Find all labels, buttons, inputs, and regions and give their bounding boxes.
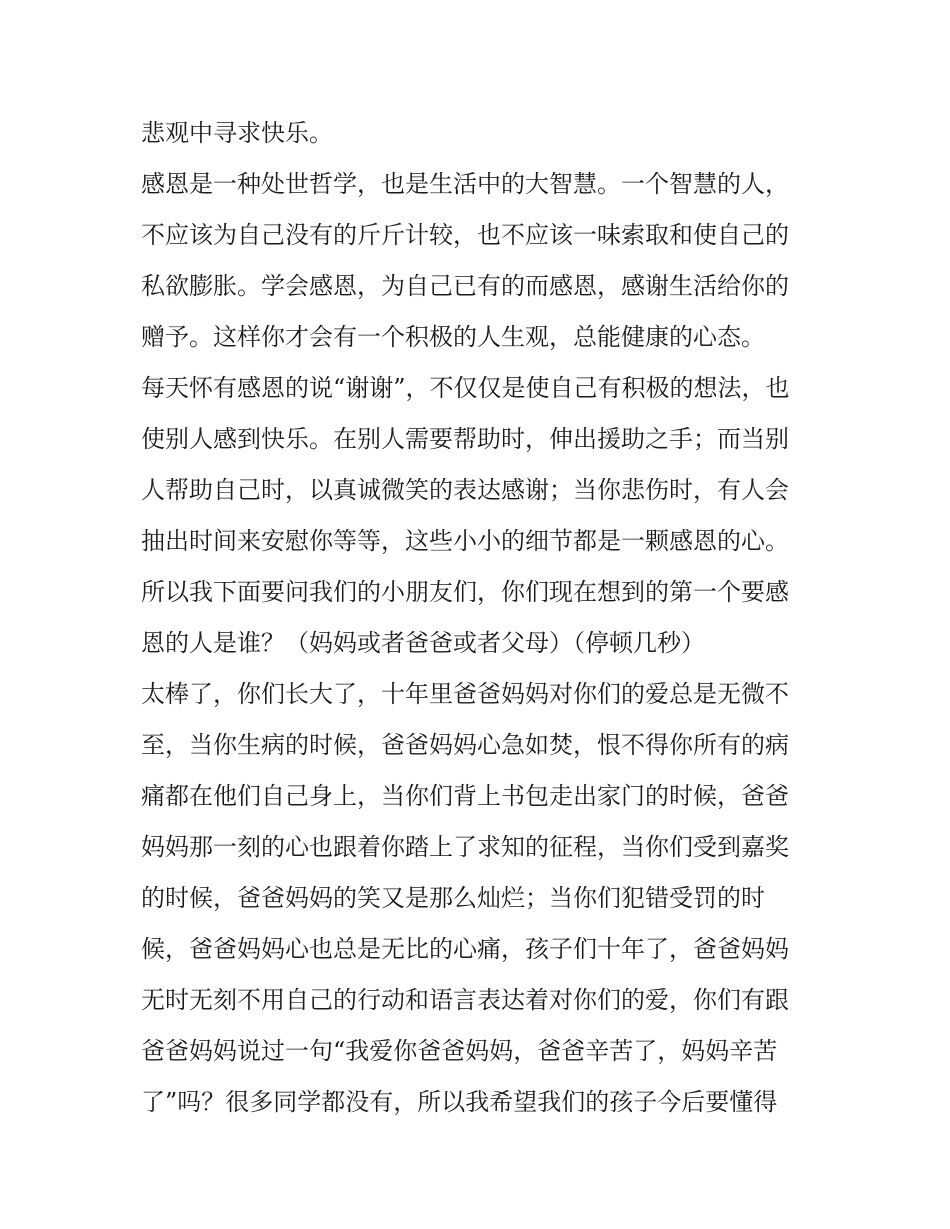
text-line: 人帮助自己时，以真诚微笑的表达感谢；当你悲伤时，有人会 xyxy=(141,476,789,504)
text-line: 所以我下面要问我们的小朋友们，你们现在想到的第一个要感 xyxy=(141,578,789,606)
body-text xyxy=(141,108,821,1128)
text-line: 恩的人是谁？（妈妈或者爸爸或者父母）（停顿几秒） xyxy=(141,629,705,657)
text-line: 私欲膨胀。学会感恩，为自己已有的而感恩，感谢生活给你的 xyxy=(141,272,789,300)
text-line: 使别人感到快乐。在别人需要帮助时，伸出援助之手；而当别 xyxy=(141,425,789,453)
text-line: 抽出时间来安慰你等等，这些小小的细节都是一颗感恩的心。 xyxy=(141,527,789,555)
text-line: 候，爸爸妈妈心也总是无比的心痛，孩子们十年了，爸爸妈妈 xyxy=(141,935,789,963)
text-line: 太棒了，你们长大了，十年里爸爸妈妈对你们的爱总是无微不 xyxy=(141,680,789,708)
text-line: 赠予。这样你才会有一个积极的人生观，总能健康的心态。 xyxy=(141,323,765,351)
text-line: 至，当你生病的时候，爸爸妈妈心急如焚，恨不得你所有的病 xyxy=(141,731,789,759)
text-line: 了”吗？很多同学都没有，所以我希望我们的孩子今后要懂得 xyxy=(141,1088,778,1116)
text-line: 妈妈那一刻的心也跟着你踏上了求知的征程，当你们受到嘉奖 xyxy=(141,833,789,861)
text-line: 不应该为自己没有的斤斤计较，也不应该一味索取和使自己的 xyxy=(141,221,789,249)
text-line: 的时候，爸爸妈妈的笑又是那么灿烂；当你们犯错受罚的时 xyxy=(141,884,765,912)
text-line: 爸爸妈妈说过一句“我爱你爸爸妈妈，爸爸辛苦了，妈妈辛苦 xyxy=(141,1037,778,1065)
text-line: 每天怀有感恩的说“谢谢”，不仅仅是使自己有积极的想法，也 xyxy=(141,374,790,402)
text-line: 痛都在他们自己身上，当你们背上书包走出家门的时候，爸爸 xyxy=(141,782,789,810)
text-line: 无时无刻不用自己的行动和语言表达着对你们的爱，你们有跟 xyxy=(141,986,789,1014)
text-line: 悲观中寻求快乐。 xyxy=(141,119,333,147)
text-line: 感恩是一种处世哲学，也是生活中的大智慧。一个智慧的人， xyxy=(141,170,789,198)
